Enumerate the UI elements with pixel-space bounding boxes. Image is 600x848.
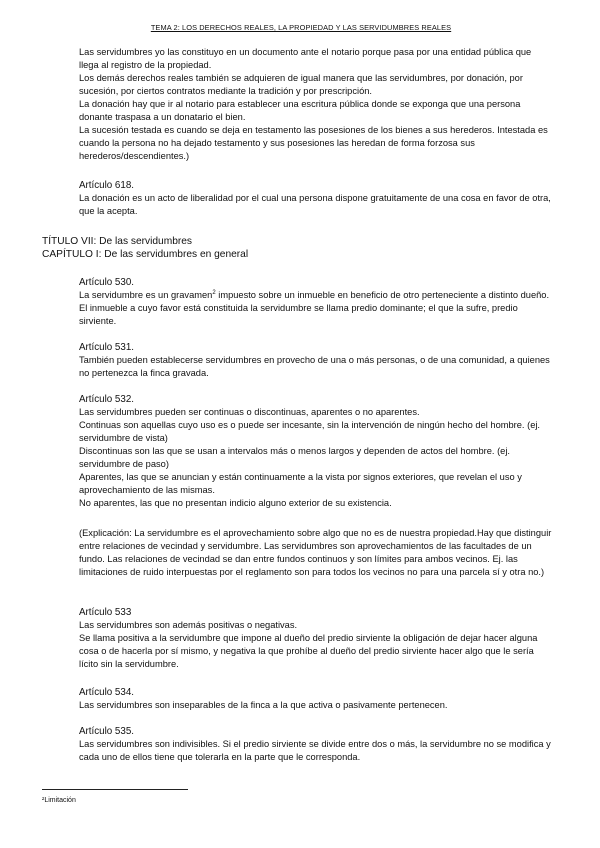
article-text: También pueden establecerse servidumbres en provecho de una o más personas, o de una comunidad, a quienes no pertenezca la finca gravada. (79, 355, 550, 378)
paragraph: La donación hay que ir al notario para establecer una escritura pública donde se exponga que una persona donante traspasa a un donatario el bien. (79, 99, 521, 122)
article-line: Se llama positiva a la servidumbre que impone al dueño del predio sirviente la obligación de dejar hacer alguna cosa o de hacerla por sí mismo, y negativa la que prohíbe al dueño del predio sirviente hacer algo que le sería lícito sin la servidumbre. (79, 633, 538, 669)
footnote: ²Limitación (42, 797, 76, 804)
page-header: TEMA 2: LOS DERECHOS REALES, LA PROPIEDAD Y LAS SERVIDUMBRES REALES (150, 23, 452, 32)
article-530 (79, 276, 553, 328)
article-text-rest: impuesto sobre un inmueble en beneficio de otro perteneciente a distinto dueño. El inmueble a cuyo favor está constituida la servidumbre se llama predio dominante; el que la sufre, predio sirviente. (79, 290, 550, 326)
paragraph: Las servidumbres yo las constituyo en un documento ante el notario porque pasa por una entidad pública que llega al registro de la propiedad. (79, 47, 532, 70)
explanation-text: (Explicación: La servidumbre es el aprovechamiento sobre algo que no es de nuestra propiedad.Hay que distinguir entre relaciones de vecindad y servidumbre. Las servidumbres son aprovechamientos de las facultades de un fundo. Las relaciones de vecindad se dan entre fundos continuos y son límites para ambos vecinos. Ej. las limitaciones de ruido interpuestas por el reglamento son para todos los vecinos no para una parcela sí y otra no.) (79, 528, 552, 577)
article-533 (79, 606, 553, 671)
article-title: Artículo 535. (79, 726, 135, 737)
article-line: No aparentes, las que no presentan indicio alguno exterior de su existencia. (79, 498, 392, 508)
article-534 (79, 686, 553, 712)
article-text (79, 289, 553, 328)
footnote-divider (42, 789, 188, 790)
article-title: Artículo 618. (79, 180, 135, 191)
article-532 (79, 393, 553, 510)
titulo-heading: TÍTULO VII: De las servidumbres (42, 236, 193, 247)
article-title: Artículo 530. (79, 277, 135, 288)
explicacion-paragraph (79, 527, 553, 579)
article-title: Artículo 534. (79, 687, 135, 698)
intro-section (79, 46, 553, 163)
paragraph: La sucesión testada es cuando se deja en testamento las posesiones de los bienes a sus herederos. Intestada es cuando la persona no ha dejado testamento y sus posesiones las heredan de forma forzosa sus herederos/descendientes.) (79, 125, 548, 161)
article-text: Las servidumbres son inseparables de la finca a la que activa o pasivamente pertenecen. (79, 700, 448, 710)
article-531 (79, 341, 553, 380)
article-title: Artículo 531. (79, 342, 135, 353)
article-title: Artículo 533 (79, 607, 132, 618)
paragraph: Los demás derechos reales también se adquieren de igual manera que las servidumbres, por donación, por sucesión, por ciertos contratos mediante la tradición y por prescripción. (79, 73, 523, 96)
article-618 (79, 179, 553, 218)
capitulo-heading: CAPÍTULO I: De las servidumbres en general (42, 249, 249, 260)
article-text-start: La servidumbre es un gravamen (79, 290, 213, 300)
article-535 (79, 725, 553, 764)
article-title: Artículo 532. (79, 394, 135, 405)
article-text: Las servidumbres son indivisibles. Si el predio sirviente se divide entre dos o más, la servidumbre no se modifica y cada uno de ellos tiene que tolerarla en la parte que le corresponda. (79, 739, 551, 762)
article-text: La donación es un acto de liberalidad por el cual una persona dispone gratuitamente de una cosa en favor de otra, que la acepta. (79, 193, 551, 216)
article-line: Las servidumbres pueden ser continuas o discontinuas, aparentes o no aparentes. (79, 407, 420, 417)
article-line: Discontinuas son las que se usan a intervalos más o menos largos y dependen de actos del hombre. (ej. servidumbre de paso) (79, 446, 511, 469)
footnote-ref[interactable]: 2 (212, 289, 216, 296)
article-line: Las servidumbres son además positivas o negativas. (79, 620, 298, 630)
article-line: Continuas son aquellas cuyo uso es o puede ser incesante, sin la intervención de ningún hecho del hombre. (ej. servidumbre de vista) (79, 420, 541, 443)
article-line: Aparentes, las que se anuncian y están continuamente a la vista por signos exteriores, que revelan el uso y aprovechamiento de las mismas. (79, 472, 522, 495)
